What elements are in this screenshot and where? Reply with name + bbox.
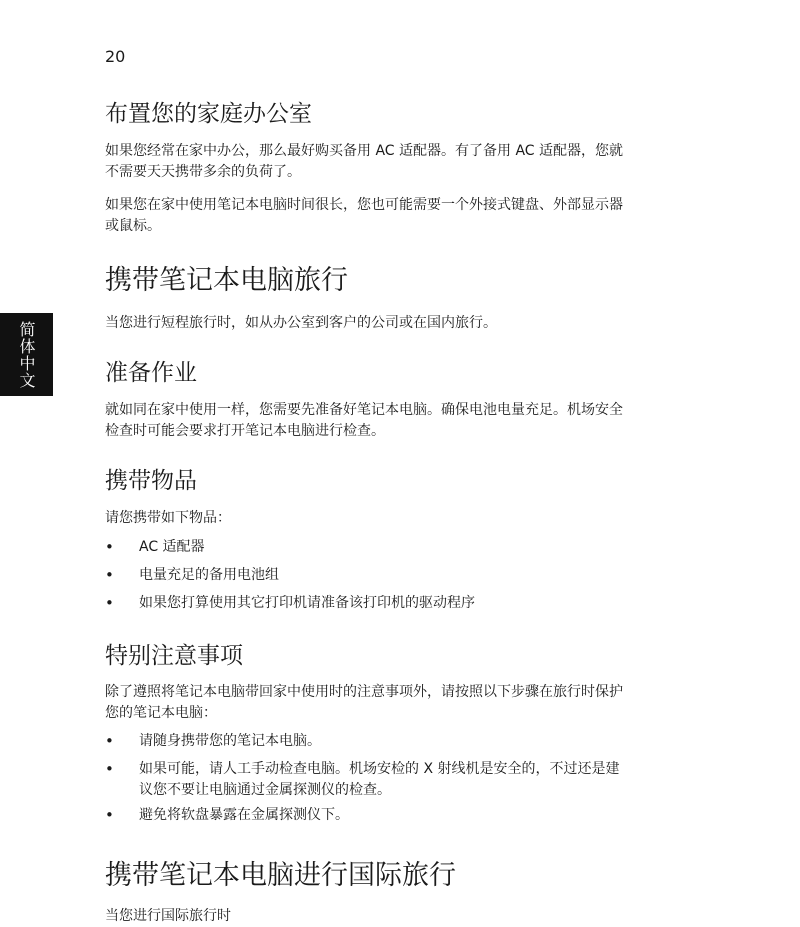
list-item: • AC 适配器 [105, 537, 475, 558]
paragraph-home-office-2: 如果您在家中使用笔记本电脑时间很长，您也可能需要一个外接式键盘、外部显示器 或鼠标。 [105, 197, 623, 234]
paragraph-prepare: 就如同在家中使用一样，您需要先准备好笔记本电脑。确保电池电量充足。机场安全 检查时可能会要求打开笔记本电脑进行检查。 [105, 402, 623, 439]
paragraph-notes-intro: 除了遵照将笔记本电脑带回家中使用时的注意事项外，请按照以下步骤在旅行时保护 您的笔记本电脑： [105, 684, 623, 721]
list-item: • 电量充足的备用电池组 [105, 565, 475, 586]
heading-home-office: 布置您的家庭办公室 [105, 101, 312, 127]
list-item: • 避免将软盘暴露在金属探测仪下。 [105, 805, 620, 826]
paragraph-home-office-1: 如果您经常在家中办公，那么最好购买备用 AC 适配器。有了备用 AC 适配器，您就 不需要天天携带多余的负荷了。 [105, 143, 624, 180]
heading-prepare: 准备作业 [105, 360, 197, 386]
heading-notes: 特别注意事项 [105, 643, 243, 669]
heading-international: 携带笔记本电脑进行国际旅行 [105, 860, 456, 891]
page-number: 20 [105, 47, 126, 66]
paragraph-international: 当您进行国际旅行时 [105, 908, 231, 924]
list-item: • 如果可能，请人工手动检查电脑。机场安检的 X 射线机是安全的，不过还是建 议您不要让电脑通过金属探测仪的检查。 [105, 759, 620, 801]
items-list [105, 537, 475, 614]
list-item: • 请随身携带您的笔记本电脑。 [105, 731, 620, 752]
heading-travel: 携带笔记本电脑旅行 [105, 265, 348, 296]
paragraph-items-intro: 请您携带如下物品： [105, 510, 231, 526]
language-side-tab [0, 313, 53, 396]
list-item: • 如果您打算使用其它打印机请准备该打印机的驱动程序 [105, 593, 475, 614]
heading-items: 携带物品 [105, 468, 197, 494]
paragraph-travel: 当您进行短程旅行时，如从办公室到客户的公司或在国内旅行。 [105, 315, 497, 331]
notes-list [105, 731, 620, 826]
language-side-tab-label: 简体中文 [17, 320, 36, 389]
